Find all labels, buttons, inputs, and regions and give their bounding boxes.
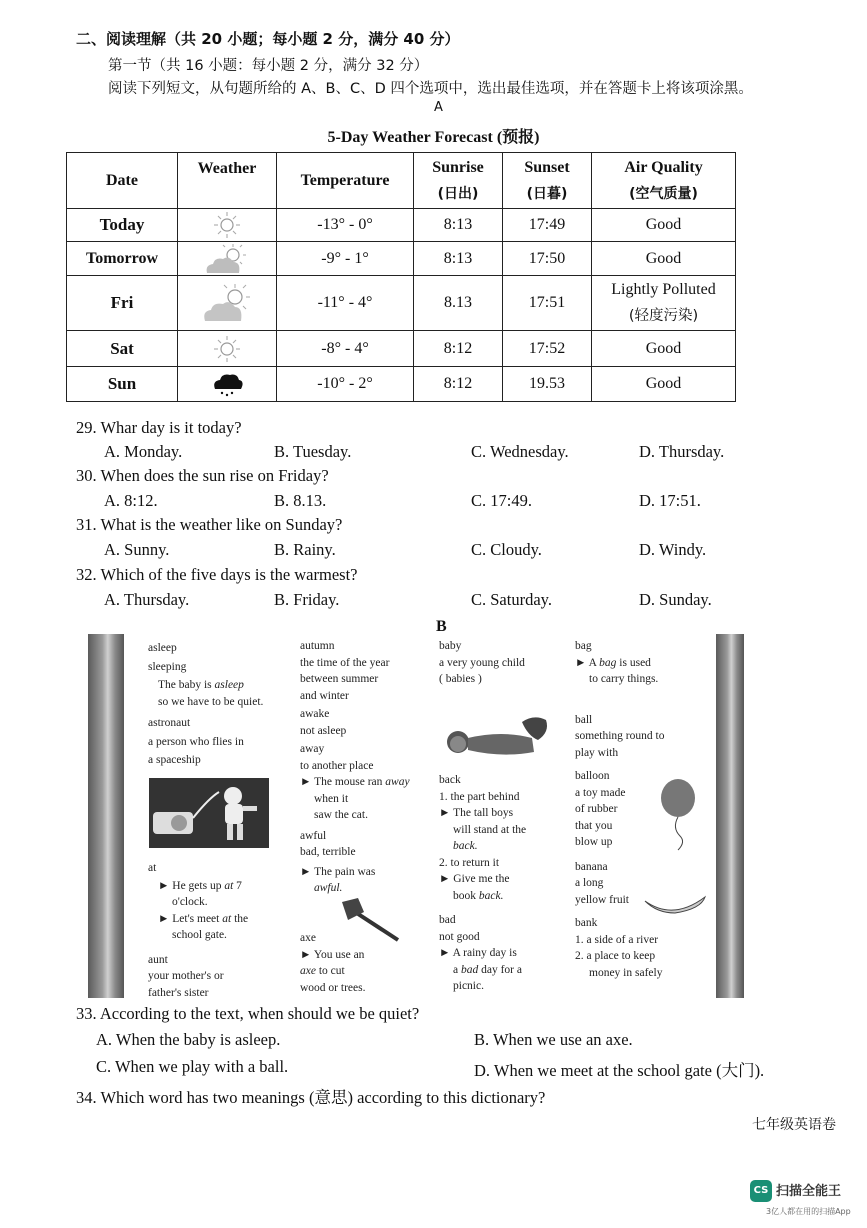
- option-d: D. Sunday.: [639, 590, 712, 609]
- dictionary-column-1: [148, 640, 263, 769]
- entry-definition: 1. a side of a river: [575, 933, 659, 946]
- balloon-illustration: [656, 778, 700, 856]
- option-b: B. 8.13.: [274, 491, 327, 510]
- dictionary-column-1b: [148, 860, 248, 1001]
- option-a: A. 8:12.: [104, 491, 158, 510]
- option-b: B. When we use an axe.: [474, 1030, 633, 1049]
- entry-definition: 1. the part behind: [439, 790, 520, 803]
- entry-definition: something round to: [575, 730, 665, 742]
- entry-definition: sleeping: [148, 660, 187, 673]
- row-air: Good: [592, 242, 736, 276]
- question-31: 31. What is the weather like on Sunday?: [76, 515, 343, 534]
- row-sunrise: 8:12: [414, 331, 503, 367]
- entry-definition: a spaceship: [148, 754, 201, 766]
- option-c: C. Cloudy.: [471, 540, 542, 559]
- weather-row: [67, 209, 736, 242]
- entry-definition: blow up: [575, 836, 613, 848]
- option-d: D. Thursday.: [639, 442, 725, 461]
- option-d: D. 17:51.: [639, 491, 701, 510]
- entry-definition: and winter: [300, 689, 349, 702]
- row-sunset: 17:52: [503, 331, 592, 367]
- entry-example: book back.: [453, 889, 504, 902]
- weather-row: [67, 276, 736, 331]
- row-sunrise: 8:13: [414, 209, 503, 242]
- question-29: 29. Whar day is it today?: [76, 418, 242, 437]
- row-sunset: 17:49: [503, 209, 592, 242]
- option-b: B. Rainy.: [274, 540, 336, 559]
- header-sunset: Sunset (日暮): [503, 153, 592, 209]
- entry-definition: play with: [575, 746, 619, 759]
- header-air-quality: Air Quality (空气质量): [592, 153, 736, 209]
- entry-example: ► The pain was: [300, 865, 376, 878]
- entry-example: will stand at the: [453, 823, 527, 836]
- entry-word: awake: [300, 708, 330, 720]
- entry-definition: 2. a place to keep: [575, 950, 656, 962]
- entry-word: bank: [575, 917, 598, 929]
- row-sunrise: 8:12: [414, 367, 503, 402]
- entry-example: picnic.: [453, 980, 484, 992]
- question-34: 34. Which word has two meanings (意思) according to this dictionary?: [76, 1088, 546, 1107]
- header-temperature: Temperature: [277, 153, 414, 209]
- header-sunrise: Sunrise (日出): [414, 153, 503, 209]
- entry-definition: not good: [439, 930, 480, 943]
- entry-example: awful.: [314, 882, 343, 894]
- row-temp: -11° - 4°: [277, 276, 414, 331]
- entry-definition: yellow fruit: [575, 893, 629, 906]
- entry-example: ► The tall boys: [439, 807, 514, 819]
- scanner-brand-sub: 3亿人都在用的扫描App: [766, 1207, 851, 1216]
- dictionary-right-bar: [716, 634, 744, 998]
- row-air: Good: [592, 367, 736, 402]
- option-a: A. Thursday.: [104, 590, 190, 609]
- option-d: D. Windy.: [639, 540, 707, 559]
- weather-table: [66, 152, 736, 402]
- passage-b-label: B: [436, 618, 447, 635]
- question-33: 33. According to the text, when should we be quiet?: [76, 1004, 420, 1023]
- section-part: 第一节（共 16 小题：每小题 2 分，满分 32 分）: [108, 58, 429, 74]
- sun-icon: [178, 331, 277, 367]
- sleeping-baby-illustration: [442, 712, 554, 772]
- entry-example: to carry things.: [589, 673, 659, 685]
- entry-definition: the time of the year: [300, 656, 390, 669]
- weather-header-row: [67, 153, 736, 209]
- dictionary-column-3b: [439, 772, 526, 995]
- entry-definition: a long: [575, 877, 604, 889]
- weather-row: [67, 242, 736, 276]
- entry-example: o'clock.: [172, 896, 208, 908]
- entry-definition: that you: [575, 819, 613, 832]
- row-date: Sun: [67, 367, 178, 402]
- entry-word: asleep: [148, 642, 177, 654]
- option-a: A. Monday.: [104, 442, 183, 461]
- header-weather: Weather: [178, 153, 277, 209]
- entry-word: balloon: [575, 770, 610, 782]
- cs-logo-icon: CS: [750, 1180, 772, 1202]
- entry-word: axe: [300, 932, 316, 944]
- question-30: 30. When does the sun rise on Friday?: [76, 466, 329, 485]
- partly-cloudy-icon: [178, 276, 277, 331]
- entry-definition: between summer: [300, 673, 379, 685]
- entry-example: The baby is asleep: [158, 679, 244, 691]
- question-32: 32. Which of the five days is the warmest?: [76, 565, 358, 584]
- row-air: Lightly Polluted (轻度污染): [592, 276, 736, 331]
- entry-example: school gate.: [172, 929, 227, 941]
- entry-definition: your mother's or: [148, 970, 224, 982]
- entry-definition: a toy made: [575, 786, 626, 799]
- entry-example: saw the cat.: [314, 809, 368, 821]
- entry-definition: ( babies ): [439, 673, 482, 685]
- row-air: Good: [592, 331, 736, 367]
- row-temp: -9° - 1°: [277, 242, 414, 276]
- entry-word: autumn: [300, 640, 335, 652]
- entry-word: at: [148, 862, 157, 874]
- entry-definition: a person who flies in: [148, 735, 244, 748]
- option-b: B. Tuesday.: [274, 442, 352, 461]
- option-c: C. 17:49.: [471, 491, 532, 510]
- entry-word: awful: [300, 829, 327, 842]
- option-c: C. Wednesday.: [471, 442, 569, 461]
- entry-example: so we have to be quiet.: [158, 695, 264, 708]
- entry-example: ► The mouse ran away: [300, 776, 410, 788]
- exam-footer: 七年级英语卷: [752, 1117, 836, 1133]
- partly-cloudy-icon: [178, 242, 277, 276]
- entry-word: banana: [575, 860, 608, 873]
- entry-example: ► You use an: [300, 948, 365, 961]
- option-c: C. Saturday.: [471, 590, 552, 609]
- row-temp: -8° - 4°: [277, 331, 414, 367]
- entry-definition: not asleep: [300, 724, 347, 737]
- entry-definition: to another place: [300, 759, 374, 772]
- row-sunset: 19.53: [503, 367, 592, 402]
- entry-example: axe to cut: [300, 965, 345, 977]
- row-temp: -10° - 2°: [277, 367, 414, 402]
- entry-example: a bad day for a: [453, 963, 522, 976]
- dictionary-column-3: [439, 638, 525, 688]
- entry-definition: bad, terrible: [300, 846, 356, 858]
- astronaut-illustration: [149, 778, 269, 848]
- entry-example: ► Let's meet at the: [158, 912, 249, 925]
- entry-definition: of rubber: [575, 803, 618, 815]
- rain-cloud-icon: [178, 367, 277, 402]
- entry-word: back: [439, 774, 461, 786]
- row-sunset: 17:50: [503, 242, 592, 276]
- option-a: A. When the baby is asleep.: [96, 1030, 281, 1049]
- row-sunset: 17:51: [503, 276, 592, 331]
- row-air: Good: [592, 209, 736, 242]
- entry-definition: 2. to return it: [439, 856, 500, 869]
- dictionary-column-2b: [300, 930, 365, 996]
- entry-example: ► Give me the: [439, 873, 510, 885]
- entry-word: aunt: [148, 953, 168, 966]
- section-heading: 二、阅读理解（共 20 小题；每小题 2 分，满分 40 分）: [76, 30, 460, 48]
- row-date: Today: [67, 209, 178, 242]
- entry-definition: money in safely: [589, 966, 663, 979]
- dictionary-column-2: [300, 638, 410, 897]
- row-date: Fri: [67, 276, 178, 331]
- passage-a-label: A: [434, 100, 443, 115]
- weather-row: [67, 331, 736, 367]
- option-d: D. When we meet at the school gate (大门).: [474, 1061, 765, 1080]
- option-c: C. When we play with a ball.: [96, 1057, 289, 1076]
- dictionary-column-4: [575, 638, 664, 981]
- row-temp: -13° - 0°: [277, 209, 414, 242]
- banana-illustration: [643, 893, 707, 923]
- entry-example: ► A rainy day is: [439, 947, 517, 959]
- entry-word: baby: [439, 640, 462, 652]
- entry-word: ball: [575, 713, 593, 726]
- option-b: B. Friday.: [274, 590, 340, 609]
- weather-table-title: 5-Day Weather Forecast (预报): [327, 129, 540, 146]
- entry-example: back.: [453, 840, 478, 852]
- entry-example: when it: [314, 792, 349, 805]
- entry-word: bag: [575, 640, 592, 652]
- section-instruction: 阅读下列短文，从句题所给的 A、B、C、D 四个选项中，选出最佳选项，并在答题卡上将该项涂黑。: [108, 81, 753, 97]
- row-date: Sat: [67, 331, 178, 367]
- entry-example: ► He gets up at 7: [158, 879, 242, 892]
- header-date: Date: [67, 153, 178, 209]
- entry-word: bad: [439, 914, 456, 926]
- entry-word: astronaut: [148, 717, 191, 729]
- dictionary-left-bar: [88, 634, 124, 998]
- entry-example: wood or trees.: [300, 981, 366, 994]
- entry-example: ► A bag is used: [575, 656, 651, 669]
- row-sunrise: 8.13: [414, 276, 503, 331]
- entry-definition: a very young child: [439, 656, 525, 669]
- entry-word: away: [300, 743, 325, 755]
- sun-icon: [178, 209, 277, 242]
- row-sunrise: 8:13: [414, 242, 503, 276]
- option-a: A. Sunny.: [104, 540, 170, 559]
- scanner-brand: 扫描全能王: [776, 1184, 842, 1199]
- weather-row: [67, 367, 736, 402]
- entry-definition: father's sister: [148, 986, 209, 999]
- row-date: Tomorrow: [67, 242, 178, 276]
